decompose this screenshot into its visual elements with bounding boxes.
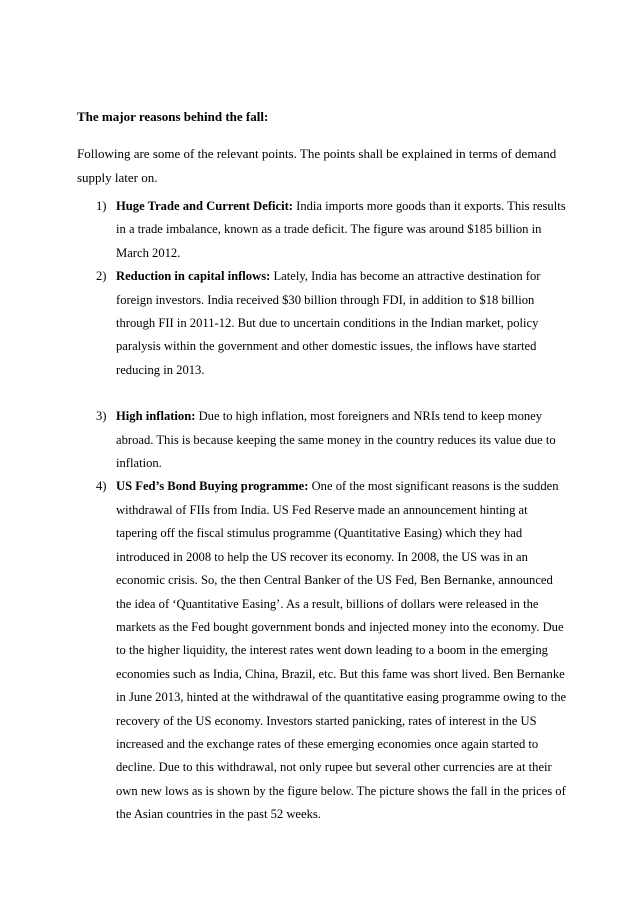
list-item	[77, 265, 567, 382]
list-item-number: 2)	[96, 269, 107, 284]
list-item	[77, 475, 567, 826]
intro-paragraph: Following are some of the relevant points. The points shall be explained in terms of demand supply later on.	[77, 146, 557, 185]
reasons-list	[77, 195, 567, 827]
list-item-title: Reduction in capital inflows:	[116, 269, 271, 284]
list-item-text: Lately, India has become an attractive destination for foreign investors. India received $30 billion through FDI, in addition to $18 billion through FII in 2011-12. But due to uncertain conditions in the Indian market, policy paralysis within the government and other domestic issues, the inflows have started reducing in 2013.	[116, 269, 541, 377]
list-item-text: India imports more goods than it exports. This results in a trade imbalance, known as a trade deficit. The figure was around $185 billion in March 2012.	[116, 199, 566, 260]
list-item-text: One of the most significant reasons is the sudden withdrawal of FIIs from India. US Fed Reserve made an announcement hinting at tapering off the fiscal stimulus programme (Quantitative Easing) which they had introduced in 2008 to help the US recover its economy. In 2008, the US was in an economic crisis. So, the then Central Banker of the US Fed, Ben Bernanke, announced the idea of ‘Quantitative Easing’. As a result, billions of dollars were released in the markets as the Fed bought government bonds and injected money into the economy. Due to the higher liquidity, the interest rates went down leading to a boom in the emerging economies such as India, China, Brazil, etc. But this fame was short lived. Ben Bernanke in June 2013, hinted at the withdrawal of the quantitative easing programme owing to the recovery of the US economy. Investors started panicking, rates of interest in the US increased and the exchange rates of these emerging economies once again started to decline. Due to this withdrawal, not only rupee but several other currencies are at their own new lows as is shown by the figure below. The picture shows the fall in the prices of the Asian countries in the past 52 weeks.	[116, 479, 567, 822]
list-item-title: US Fed’s Bond Buying programme:	[116, 479, 309, 494]
list-item-title: Huge Trade and Current Deficit:	[116, 199, 293, 213]
list-item-number: 3)	[96, 409, 107, 424]
list-item-number: 1)	[96, 199, 107, 213]
list-item	[77, 195, 567, 265]
list-item-number: 4)	[96, 479, 107, 494]
section-heading: The major reasons behind the fall:	[77, 109, 269, 124]
list-item-title: High inflation:	[116, 409, 196, 424]
list-item-text: Due to high inflation, most foreigners and NRIs tend to keep money abroad. This is because keeping the same money in the country reduces its value due to inflation.	[116, 409, 556, 471]
list-item	[77, 405, 567, 475]
